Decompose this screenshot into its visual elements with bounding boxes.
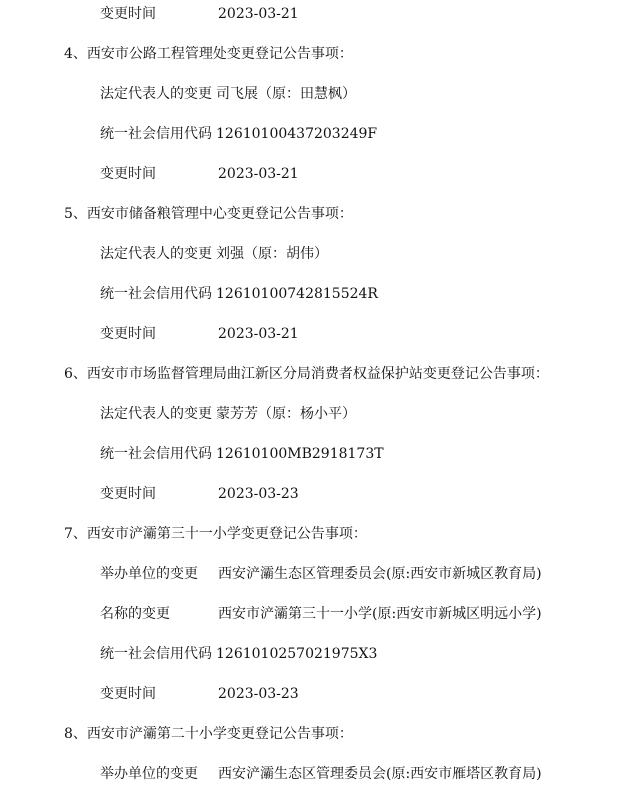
label: 名称的变更 [100, 606, 170, 622]
label: 举办单位的变更 [100, 766, 198, 782]
value: 2023-03-21 [218, 326, 299, 342]
label: 法定代表人的变更 [100, 246, 212, 262]
label: 变更时间 [100, 6, 156, 22]
value: 司飞展（原：田慧枫） [216, 86, 356, 102]
change-time-row [100, 325, 299, 343]
credit-code-row [100, 125, 377, 143]
label: 变更时间 [100, 686, 156, 702]
value: 2023-03-21 [218, 6, 299, 22]
label: 统一社会信用代码 [100, 646, 212, 662]
credit-code-row [100, 285, 378, 303]
item-heading: 4、西安市公路工程管理处变更登记公告事项： [64, 46, 353, 62]
value: 1261010257021975X3 [216, 646, 378, 662]
label: 统一社会信用代码 [100, 286, 212, 302]
organizer-row [100, 565, 542, 583]
value: 西安市浐灞第三十一小学(原:西安市新城区明远小学) [218, 606, 542, 622]
label: 法定代表人的变更 [100, 406, 212, 422]
value: 12610100437203249F [216, 126, 378, 142]
value: 刘强（原：胡伟） [216, 246, 328, 262]
value: 2023-03-23 [218, 486, 299, 502]
item-heading: 6、西安市市场监督管理局曲江新区分局消费者权益保护站变更登记公告事项： [64, 366, 549, 382]
item-heading: 5、西安市储备粮管理中心变更登记公告事项： [64, 206, 353, 222]
credit-code-row [100, 445, 384, 463]
value: 西安浐灞生态区管理委员会(原:西安市新城区教育局) [218, 566, 542, 582]
label: 法定代表人的变更 [100, 86, 212, 102]
change-time-row [100, 165, 299, 183]
value: 2023-03-21 [218, 166, 299, 182]
item-heading: 7、西安市浐灞第三十一小学变更登记公告事项： [64, 526, 367, 542]
value: 12610100742815524R [216, 286, 378, 302]
organizer-row [100, 765, 542, 783]
value: 12610100MB2918173T [216, 446, 384, 462]
label: 统一社会信用代码 [100, 446, 212, 462]
change-time-row [100, 685, 299, 703]
name-change-row [100, 605, 542, 623]
value: 西安浐灞生态区管理委员会(原:西安市雁塔区教育局) [218, 766, 542, 782]
label: 变更时间 [100, 326, 156, 342]
legal-rep-row [100, 405, 356, 423]
legal-rep-row [100, 245, 328, 263]
label: 统一社会信用代码 [100, 126, 212, 142]
item-heading: 8、西安市浐灞第二十小学变更登记公告事项： [64, 726, 353, 742]
label: 变更时间 [100, 486, 156, 502]
label: 变更时间 [100, 166, 156, 182]
change-time-row [100, 485, 299, 503]
change-time-row [100, 5, 299, 23]
legal-rep-row [100, 85, 356, 103]
credit-code-row [100, 645, 377, 663]
label: 举办单位的变更 [100, 566, 198, 582]
value: 2023-03-23 [218, 686, 299, 702]
value: 蒙芳芳（原：杨小平） [216, 406, 356, 422]
